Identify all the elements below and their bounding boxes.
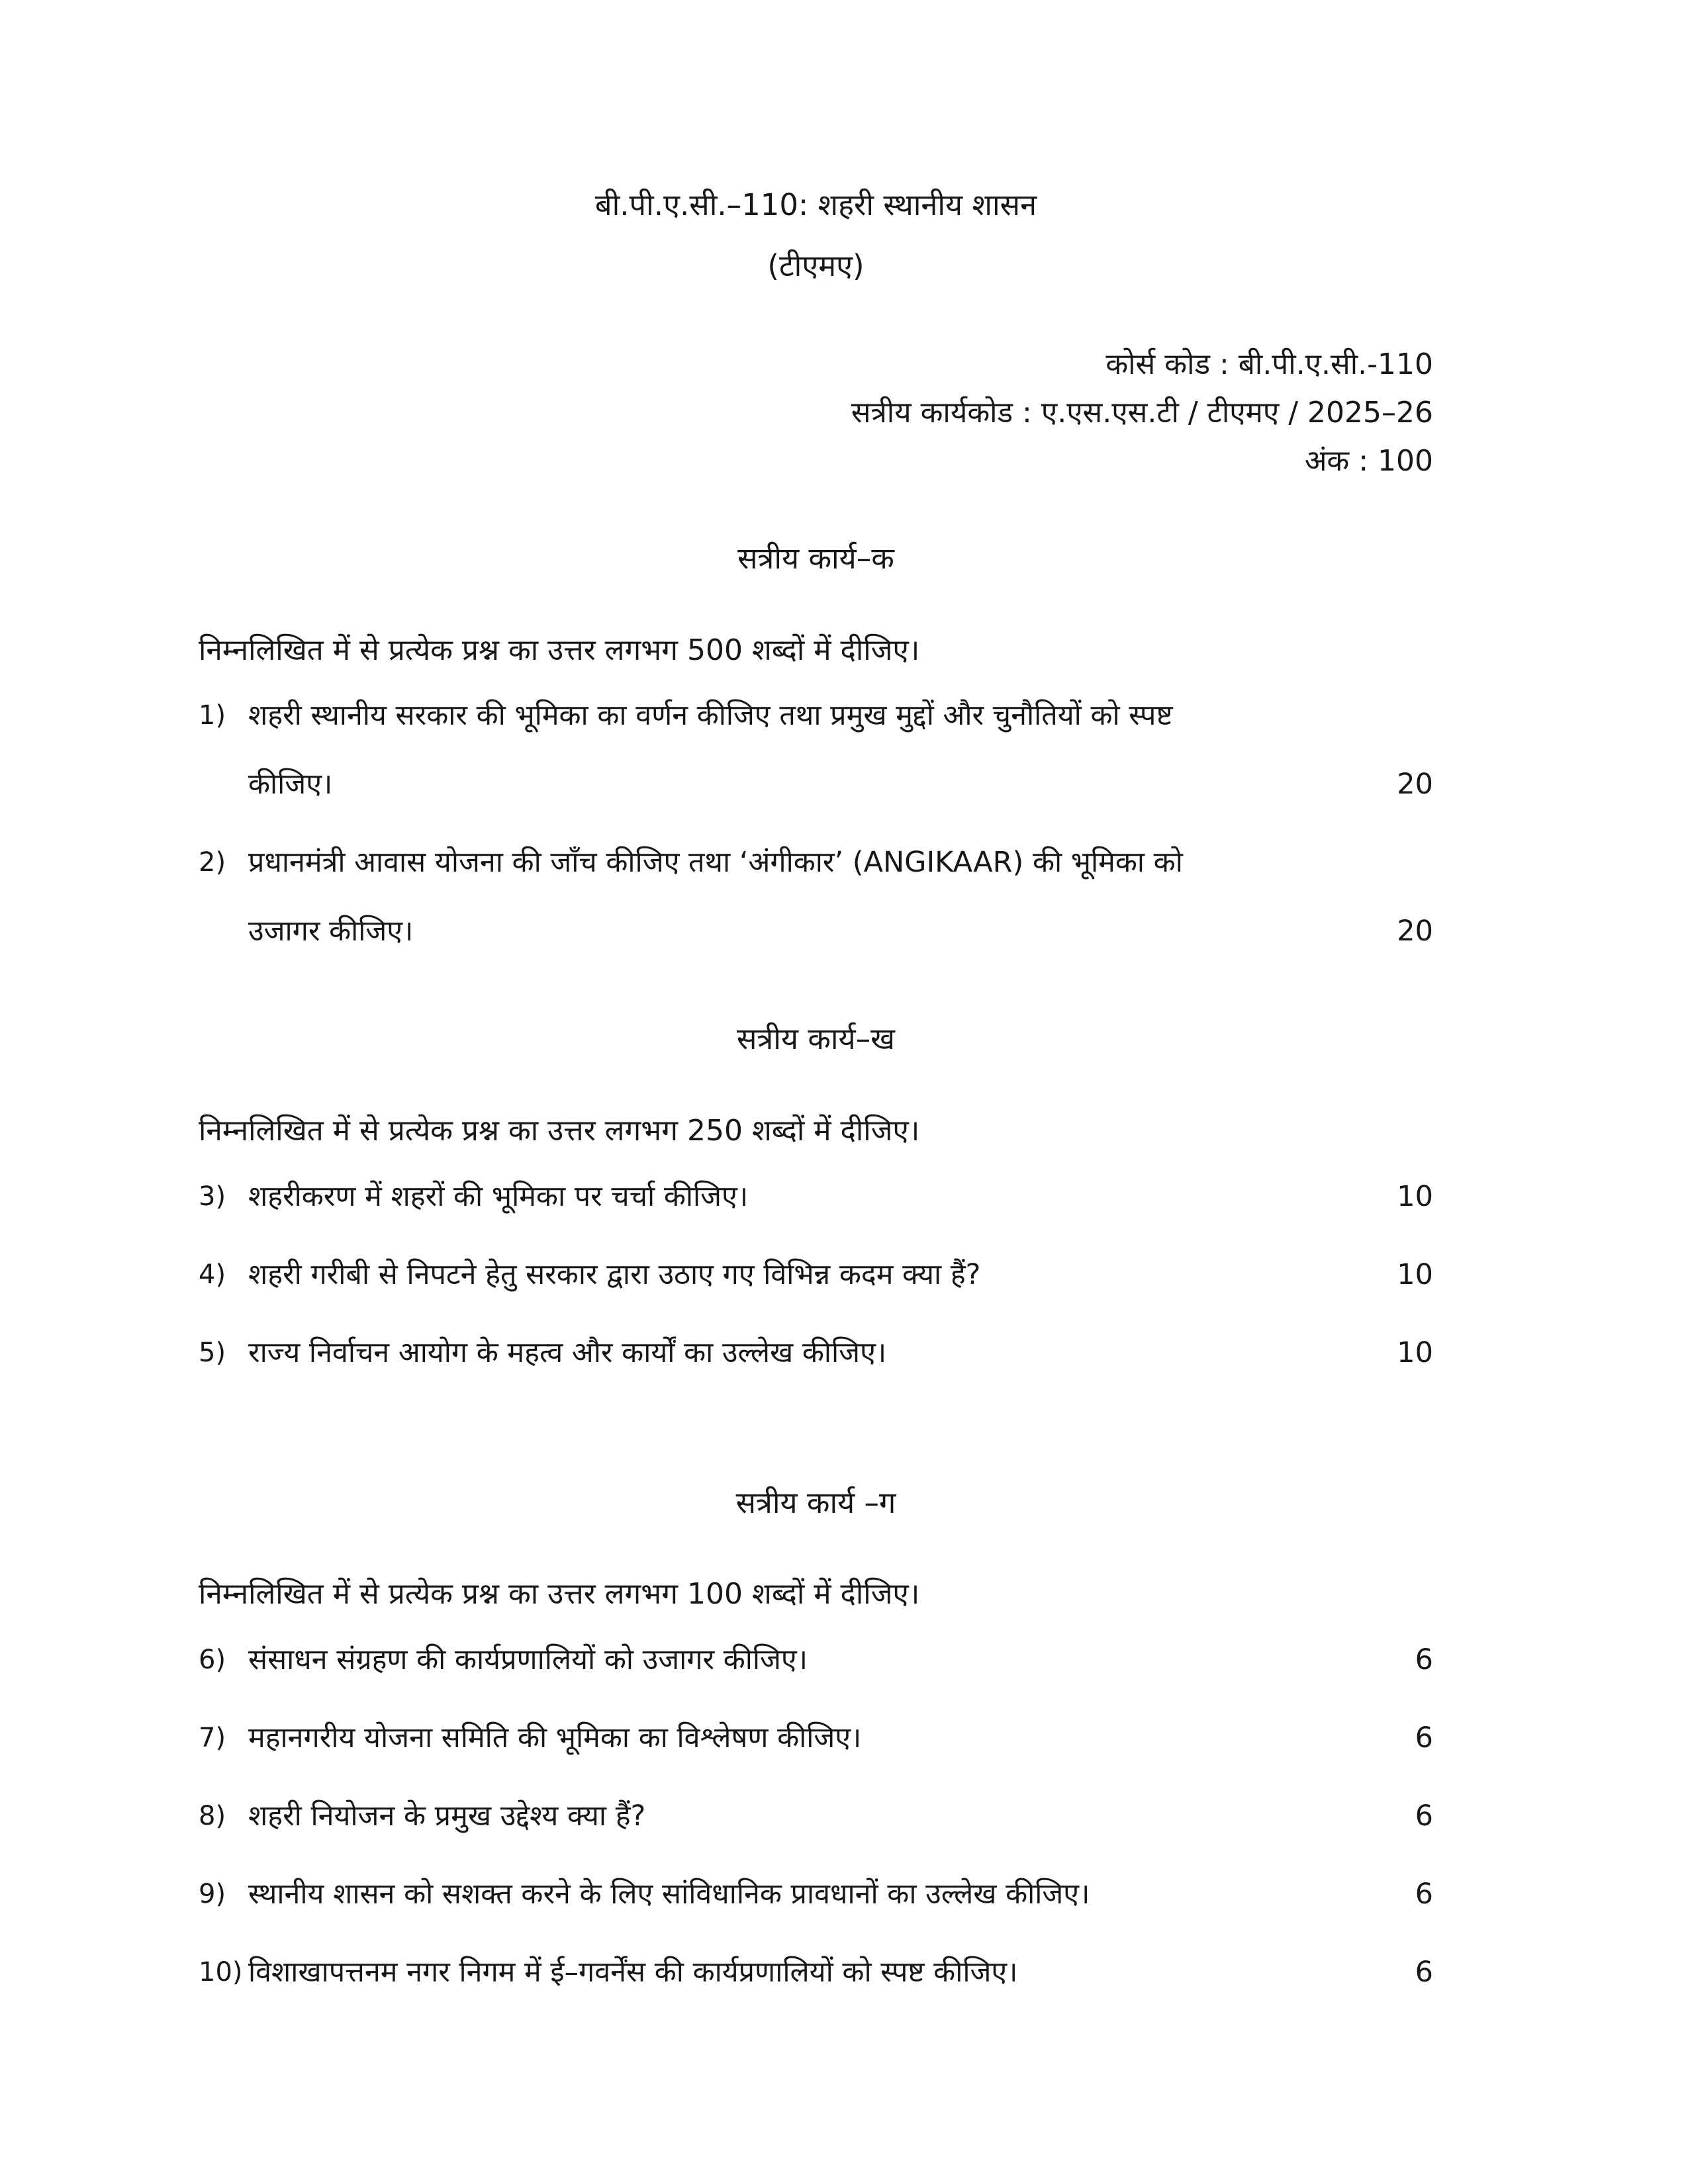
section-b-heading: सत्रीय कार्य–ख <box>737 1021 895 1057</box>
question-number: 1) <box>199 700 226 731</box>
question-row-8 <box>199 1782 1433 1850</box>
section-a-questions <box>199 681 1433 966</box>
question-text: शहरी स्थानीय सरकार की भूमिका का वर्णन कीजिए तथा प्रमुख मुद्दों और चुनौतियों को स्पष्ट कीजिए। <box>248 699 1173 801</box>
question-row-3 <box>199 1162 1433 1231</box>
question-row-9 <box>199 1860 1433 1929</box>
question-number: 6) <box>199 1644 226 1675</box>
section-b-questions <box>199 1162 1433 1387</box>
section-a <box>199 542 1433 966</box>
course-info-block <box>199 340 1433 485</box>
question-row-2 <box>199 828 1433 966</box>
section-c-heading: सत्रीय कार्य –ग <box>735 1484 896 1520</box>
question-marks: 6 <box>1415 1643 1433 1676</box>
question-number: 3) <box>199 1181 226 1212</box>
page-title: बी.पी.ए.सी.–110: शहरी स्थानीय शासन <box>594 187 1037 222</box>
question-marks: 10 <box>1397 1179 1433 1213</box>
question-number: 9) <box>199 1878 226 1909</box>
section-b-instruction: निम्नलिखित में से प्रत्येक प्रश्न का उत्तर लगभग 250 शब्दों में दीजिए। <box>199 1113 920 1148</box>
question-number: 8) <box>199 1800 226 1831</box>
course-code-line: कोर्स कोड : बी.पी.ए.सी.-110 <box>1105 347 1433 381</box>
question-text: प्रधानमंत्री आवास योजना की जाँच कीजिए तथा ‘अंगीकार’ (ANGIKAAR) की भूमिका को उजागर कीजिए। <box>248 846 1183 948</box>
question-marks: 6 <box>1415 1721 1433 1754</box>
question-marks: 20 <box>1397 768 1433 801</box>
question-text: संसाधन संग्रहण की कार्यप्रणालियों को उजागर कीजिए। <box>248 1643 808 1676</box>
question-number: 7) <box>199 1722 226 1753</box>
question-text: राज्य निर्वाचन आयोग के महत्व और कार्यों का उल्लेख कीजिए। <box>248 1336 887 1369</box>
question-text: स्थानीय शासन को सशक्त करने के लिए सांविधानिक प्रावधानों का उल्लेख कीजिए। <box>248 1877 1090 1911</box>
question-row-7 <box>199 1704 1433 1772</box>
question-marks: 6 <box>1415 1955 1433 1989</box>
question-marks: 6 <box>1415 1877 1433 1911</box>
section-c-instruction: निम्नलिखित में से प्रत्येक प्रश्न का उत्तर लगभग 100 शब्दों में दीजिए। <box>199 1577 920 1612</box>
question-marks: 10 <box>1397 1336 1433 1369</box>
question-number: 5) <box>199 1337 226 1368</box>
question-row-5 <box>199 1318 1433 1387</box>
question-row-10 <box>199 1938 1433 2007</box>
session-code-line: सत्रीय कार्यकोड : ए.एस.एस.टी / टीएमए / 2025–26 <box>851 396 1433 430</box>
question-number: 2) <box>199 847 226 878</box>
question-text: विशाखापत्तनम नगर निगम में ई–गवर्नेंस की कार्यप्रणालियों को स्पष्ट कीजिए। <box>248 1955 1018 1989</box>
question-text: शहरीकरण में शहरों की भूमिका पर चर्चा कीजिए। <box>248 1179 749 1213</box>
question-row-1 <box>199 681 1433 819</box>
question-row-6 <box>199 1625 1433 1694</box>
section-b <box>199 1023 1433 1387</box>
question-number: 10) <box>199 1956 243 1987</box>
question-text: शहरी गरीबी से निपटने हेतु सरकार द्वारा उठाए गए विभिन्न कदम क्या हैं? <box>248 1257 981 1291</box>
question-marks: 6 <box>1415 1799 1433 1833</box>
question-text: महानगरीय योजना समिति की भूमिका का विश्लेषण कीजिए। <box>248 1721 862 1754</box>
question-number: 4) <box>199 1259 226 1290</box>
section-c <box>199 1486 1433 2007</box>
section-a-instruction: निम्नलिखित में से प्रत्येक प्रश्न का उत्तर लगभग 500 शब्दों में दीजिए। <box>199 633 920 667</box>
section-a-heading: सत्रीय कार्य–क <box>737 541 894 576</box>
title-block <box>199 189 1433 282</box>
question-text: शहरी नियोजन के प्रमुख उद्देश्य क्या हैं? <box>248 1799 646 1833</box>
section-c-questions <box>199 1625 1433 2007</box>
question-marks: 20 <box>1397 915 1433 948</box>
question-marks: 10 <box>1397 1257 1433 1291</box>
question-row-4 <box>199 1240 1433 1309</box>
total-marks-line: अंक : 100 <box>1304 444 1433 478</box>
page-subtitle: (टीएमए) <box>767 248 865 283</box>
